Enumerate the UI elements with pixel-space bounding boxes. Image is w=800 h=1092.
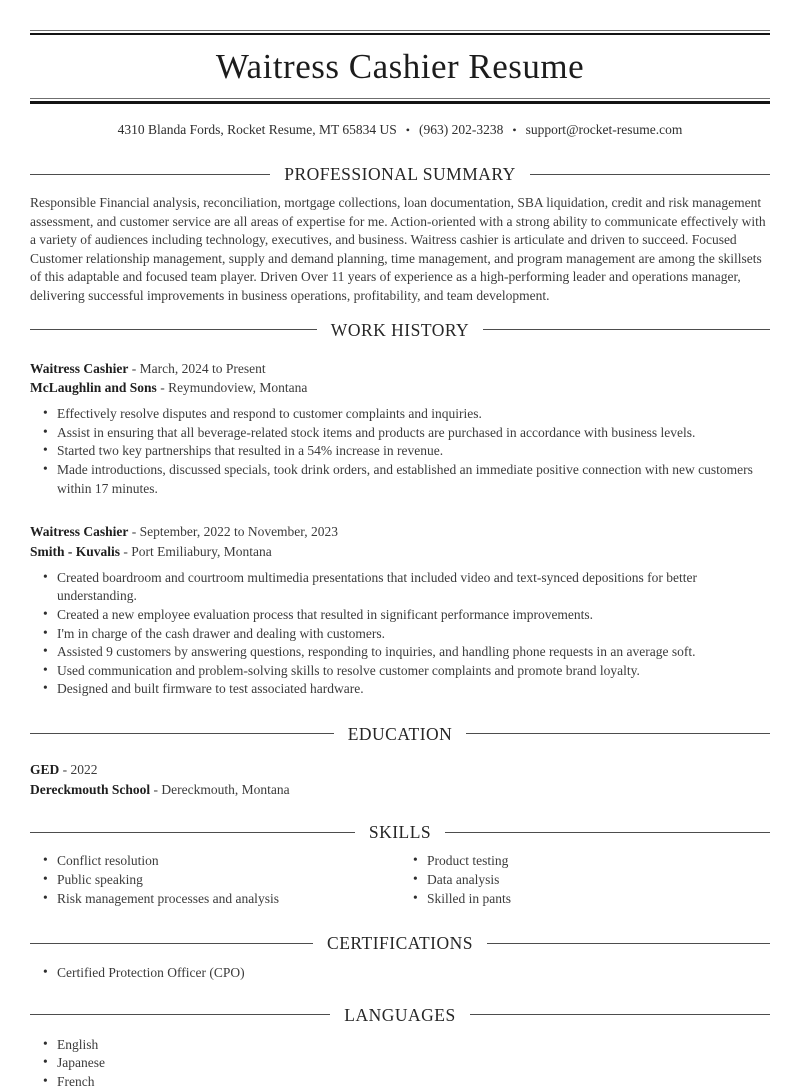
job-bullet-item: • Designed and built firmware to test associated hardware. (30, 680, 770, 699)
section-summary (30, 163, 770, 306)
job-dates: March, 2024 to Present (139, 360, 266, 376)
job-entry-2 (30, 522, 770, 699)
education-school-line (30, 780, 770, 800)
education-entry (30, 760, 770, 800)
education-heading: EDUCATION (347, 723, 453, 744)
dash-separator: - (131, 360, 137, 376)
languages-list (30, 1036, 770, 1092)
education-heading-row (30, 723, 770, 745)
section-education (30, 723, 770, 800)
resume-page (30, 30, 770, 1092)
job-location: Port Emiliabury, Montana (131, 543, 272, 559)
job-bullet-item: • Used communication and problem-solving skills to resolve customer complaints and promote brand loyalty. (30, 662, 770, 681)
job-title-line (30, 359, 770, 379)
title-rule (30, 98, 770, 104)
work-heading-row (30, 319, 770, 341)
skills-heading-row (30, 821, 770, 843)
job-bullet-list (30, 569, 770, 699)
page-title: Waitress Cashier Resume (215, 47, 585, 86)
section-certifications (30, 932, 770, 983)
dash-separator: - (131, 524, 137, 540)
dash-separator: - (160, 380, 165, 396)
job-title: Waitress Cashier (30, 360, 129, 376)
heading-rule-right (487, 943, 770, 944)
job-title-line (30, 522, 770, 542)
dash-separator: - (153, 781, 158, 797)
job-title: Waitress Cashier (30, 524, 129, 540)
top-rule (30, 30, 770, 35)
skill-item: • Data analysis (400, 871, 770, 890)
skill-item: • Public speaking (30, 871, 400, 890)
heading-rule-right (483, 329, 770, 330)
skills-columns (30, 843, 770, 908)
dash-separator: - (62, 761, 68, 777)
work-heading: WORK HISTORY (330, 319, 470, 340)
job-bullet-item: • Made introductions, discussed specials, took drink orders, and established an immediate positive connection with new customers within 17 minutes. (30, 461, 770, 498)
job-dates: September, 2022 to November, 2023 (139, 524, 339, 540)
job-location: Reymundoview, Montana (168, 380, 308, 396)
job-bullet-item: • Assisted 9 customers by answering questions, responding to inquiries, and handling phone requests in an average soft. (30, 643, 770, 662)
education-degree-line (30, 760, 770, 780)
job-company-line (30, 378, 770, 398)
heading-rule-left (30, 832, 355, 833)
job-bullet-list (30, 405, 770, 498)
contact-address: 4310 Blanda Fords, Rocket Resume, MT 65834 US (117, 122, 397, 137)
job-bullet-item: • Effectively resolve disputes and respond to customer complaints and inquiries. (30, 405, 770, 424)
contact-separator: • (405, 123, 410, 137)
summary-heading-row (30, 163, 770, 185)
job-bullet-item: • Started two key partnerships that resulted in a 54% increase in revenue. (30, 442, 770, 461)
skills-list-right (400, 852, 770, 908)
skills-heading: SKILLS (368, 822, 432, 843)
education-year: 2022 (70, 761, 98, 777)
heading-rule-left (30, 733, 334, 734)
job-company-line (30, 542, 770, 562)
contact-email: support@rocket-resume.com (525, 122, 683, 137)
skill-item: • Conflict resolution (30, 852, 400, 871)
language-item: • French (30, 1073, 770, 1092)
certifications-heading: CERTIFICATIONS (327, 933, 473, 954)
section-languages (30, 1004, 770, 1092)
heading-rule-left (30, 174, 270, 175)
heading-rule-right (470, 1014, 770, 1015)
contact-separator: • (512, 123, 517, 137)
certifications-heading-row (30, 932, 770, 954)
language-item: • English (30, 1036, 770, 1055)
job-bullet-item: • Assist in ensuring that all beverage-related stock items and products are purchased in accordance with business levels. (30, 424, 770, 443)
skill-item: • Product testing (400, 852, 770, 871)
languages-heading: LANGUAGES (344, 1004, 456, 1025)
heading-rule-left (30, 329, 317, 330)
skills-list-left (30, 852, 400, 908)
job-entry-1 (30, 359, 770, 499)
heading-rule-left (30, 1014, 330, 1015)
job-company: McLaughlin and Sons (30, 380, 157, 396)
heading-rule-left (30, 943, 313, 944)
section-skills (30, 821, 770, 908)
education-degree: GED (30, 761, 60, 777)
education-school: Dereckmouth School (30, 781, 151, 797)
certifications-list (30, 964, 770, 983)
job-bullet-item: • I'm in charge of the cash drawer and dealing with customers. (30, 625, 770, 644)
section-work-history (30, 319, 770, 699)
languages-heading-row (30, 1004, 770, 1026)
skills-column-right (400, 843, 770, 908)
contact-line (30, 122, 770, 138)
summary-text: Responsible Financial analysis, reconciliation, mortgage collections, loan documentation, SBA liquidation, credit and risk management assessment, and customer service are all areas of expertise for me. Action-oriented with a strong ability to communicate effectively with a variety of audiences including technology, executives, and business. Waitress cashier is articulate and driven to succeed. Focused Customer relationship management, supply and demand planning, time management, and program management are among the skillsets of this adaptable and focused team player. Driven Over 11 years of experience as a high-performing leader and operations manager, delivering successful improvements in business operations, profitability, and team development. (30, 195, 766, 303)
certification-item: • Certified Protection Officer (CPO) (30, 964, 770, 983)
job-bullet-item: • Created boardroom and courtroom multimedia presentations that included video and text-synced depositions for better understanding. (30, 569, 770, 606)
contact-phone: (963) 202-3238 (418, 122, 504, 137)
heading-rule-right (466, 733, 770, 734)
language-item: • Japanese (30, 1054, 770, 1073)
heading-rule-right (445, 832, 770, 833)
job-company: Smith - Kuvalis (30, 543, 121, 559)
skill-item: • Risk management processes and analysis (30, 890, 400, 909)
education-location: Dereckmouth, Montana (161, 781, 290, 797)
heading-rule-right (530, 174, 770, 175)
skills-column-left (30, 843, 400, 908)
job-bullet-item: • Created a new employee evaluation process that resulted in significant performance improvements. (30, 606, 770, 625)
summary-heading: PROFESSIONAL SUMMARY (284, 164, 516, 184)
dash-separator: - (123, 543, 128, 559)
skill-item: • Skilled in pants (400, 890, 770, 909)
